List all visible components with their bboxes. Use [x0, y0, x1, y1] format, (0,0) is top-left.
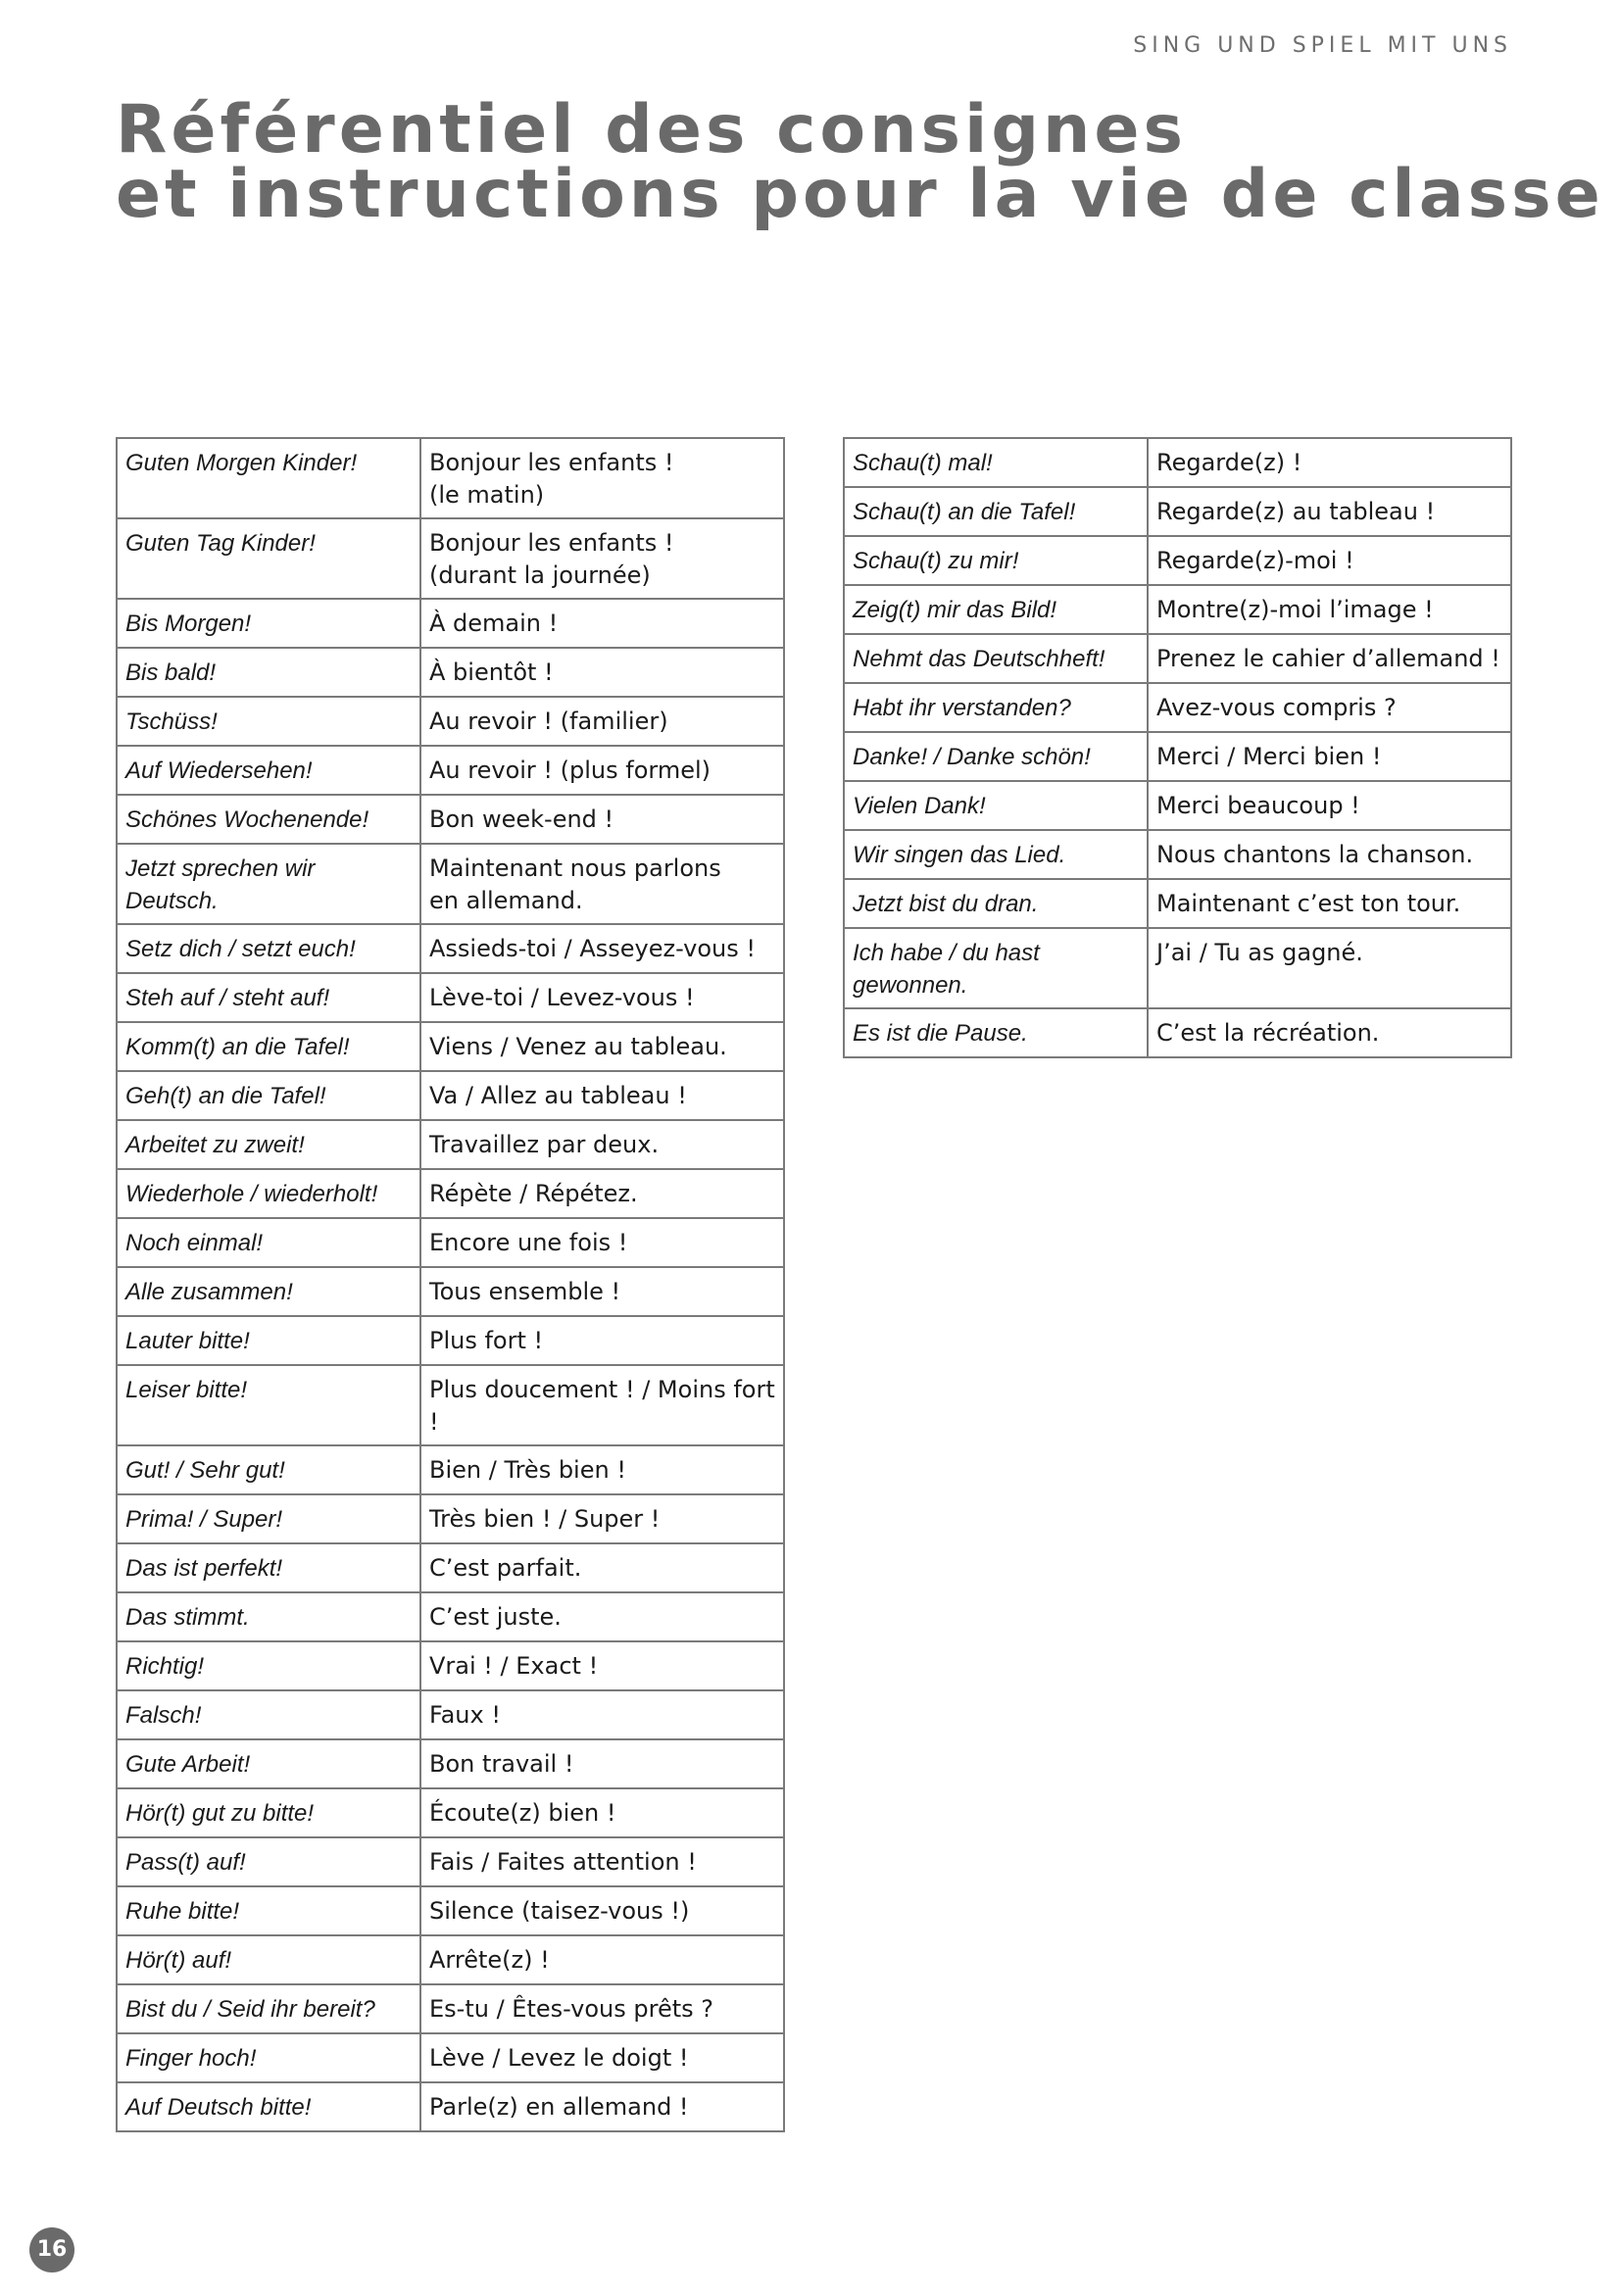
page-number-badge: 16 [29, 2227, 74, 2272]
german-phrase-cell: Es ist die Pause. [844, 1008, 1148, 1057]
french-translation-cell [1148, 536, 1511, 585]
french-translation-line: Bon week-end ! [429, 806, 614, 833]
table-row [844, 781, 1511, 830]
french-translation-line: J’ai / Tu as gagné. [1156, 939, 1363, 966]
table-row [117, 1739, 784, 1788]
french-translation-cell [420, 1365, 784, 1445]
french-translation-cell [1148, 634, 1511, 683]
table-row [844, 683, 1511, 732]
german-phrase-cell: Jetzt bist du dran. [844, 879, 1148, 928]
table-row [117, 1592, 784, 1641]
french-translation-cell [420, 2033, 784, 2082]
german-phrase-cell: Auf Wiedersehen! [117, 746, 420, 795]
table-row [117, 1218, 784, 1267]
table-row [117, 795, 784, 844]
french-translation-line: Bonjour les enfants ! [429, 529, 674, 557]
french-translation-cell [420, 1316, 784, 1365]
german-phrase-cell: Gut! / Sehr gut! [117, 1445, 420, 1494]
table-row [844, 634, 1511, 683]
table-row [117, 924, 784, 973]
french-translation-cell [420, 1739, 784, 1788]
german-phrase-cell: Zeig(t) mir das Bild! [844, 585, 1148, 634]
french-translation-line: Merci beaucoup ! [1156, 792, 1360, 819]
german-phrase-cell: Steh auf / steht auf! [117, 973, 420, 1022]
french-translation-line: Regarde(z) ! [1156, 449, 1302, 476]
phrase-table-left [116, 437, 785, 2132]
french-translation-cell [1148, 928, 1511, 1008]
french-translation-line: Merci / Merci bien ! [1156, 743, 1382, 770]
table-row [117, 648, 784, 697]
german-phrase-cell: Setz dich / setzt euch! [117, 924, 420, 973]
french-translation-cell [420, 973, 784, 1022]
french-translation-cell [1148, 1008, 1511, 1057]
french-translation-line: Bonjour les enfants ! [429, 449, 674, 476]
french-translation-line: Regarde(z)-moi ! [1156, 547, 1354, 574]
table-row [117, 1984, 784, 2033]
french-translation-line: (le matin) [429, 481, 545, 509]
french-translation-line: C’est la récréation. [1156, 1019, 1380, 1047]
french-translation-cell [420, 1788, 784, 1837]
french-translation-cell [420, 1837, 784, 1886]
french-translation-cell [420, 924, 784, 973]
french-translation-line: Avez-vous compris ? [1156, 694, 1397, 721]
french-translation-cell [420, 599, 784, 648]
french-translation-line: À demain ! [429, 610, 559, 637]
table-row [117, 599, 784, 648]
french-translation-cell [420, 1071, 784, 1120]
german-phrase-cell: Guten Morgen Kinder! [117, 438, 420, 518]
french-translation-line: Maintenant c’est ton tour. [1156, 890, 1461, 917]
german-phrase-cell: Bist du / Seid ihr bereit? [117, 1984, 420, 2033]
french-translation-line: Silence (taisez-vous !) [429, 1897, 690, 1925]
french-translation-line: Parle(z) en allemand ! [429, 2093, 689, 2121]
german-phrase-cell: Auf Deutsch bitte! [117, 2082, 420, 2131]
table-row [844, 879, 1511, 928]
french-translation-line: Viens / Venez au tableau. [429, 1033, 727, 1060]
french-translation-cell [420, 648, 784, 697]
german-phrase-cell: Das ist perfekt! [117, 1543, 420, 1592]
table-row [117, 844, 784, 924]
french-translation-line: Plus fort ! [429, 1327, 544, 1354]
table-row [117, 1494, 784, 1543]
table-row [117, 1316, 784, 1365]
french-translation-cell [1148, 585, 1511, 634]
french-translation-line: Prenez le cahier d’allemand ! [1156, 645, 1500, 672]
french-translation-cell [420, 795, 784, 844]
page-title [116, 91, 1604, 233]
german-phrase-cell: Leiser bitte! [117, 1365, 420, 1445]
french-translation-cell [420, 1445, 784, 1494]
german-phrase-cell: Geh(t) an die Tafel! [117, 1071, 420, 1120]
german-phrase-cell: Gute Arbeit! [117, 1739, 420, 1788]
french-translation-cell [420, 844, 784, 924]
table-row [117, 1935, 784, 1984]
french-translation-line: Faux ! [429, 1701, 501, 1729]
french-translation-line: Nous chantons la chanson. [1156, 841, 1474, 868]
german-phrase-cell: Ich habe / du hast gewonnen. [844, 928, 1148, 1008]
french-translation-line: Es-tu / Êtes-vous prêts ? [429, 1995, 714, 2023]
german-phrase-cell: Komm(t) an die Tafel! [117, 1022, 420, 1071]
french-translation-line: Bon travail ! [429, 1750, 574, 1778]
german-phrase-cell: Wir singen das Lied. [844, 830, 1148, 879]
page-title-line-2: et instructions pour la vie de classe [116, 156, 1604, 233]
french-translation-line: Va / Allez au tableau ! [429, 1082, 687, 1109]
french-translation-line: Tous ensemble ! [429, 1278, 621, 1305]
german-phrase-cell: Schau(t) zu mir! [844, 536, 1148, 585]
german-phrase-cell: Das stimmt. [117, 1592, 420, 1641]
french-translation-cell [420, 1169, 784, 1218]
french-translation-cell [1148, 487, 1511, 536]
german-phrase-cell: Schau(t) mal! [844, 438, 1148, 487]
german-phrase-cell: Wiederhole / wiederholt! [117, 1169, 420, 1218]
table-row [117, 697, 784, 746]
french-translation-line: Travaillez par deux. [429, 1131, 660, 1158]
german-phrase-cell: Hör(t) gut zu bitte! [117, 1788, 420, 1837]
french-translation-line: À bientôt ! [429, 659, 554, 686]
table-row [117, 1690, 784, 1739]
german-phrase-cell: Hör(t) auf! [117, 1935, 420, 1984]
table-row [844, 487, 1511, 536]
french-translation-cell [420, 1886, 784, 1935]
table-row [117, 2033, 784, 2082]
table-row [117, 1641, 784, 1690]
french-translation-line: (durant la journée) [429, 562, 651, 589]
german-phrase-cell: Falsch! [117, 1690, 420, 1739]
german-phrase-cell: Noch einmal! [117, 1218, 420, 1267]
french-translation-line: Au revoir ! (familier) [429, 708, 668, 735]
table-row [117, 518, 784, 599]
table-row [117, 1886, 784, 1935]
french-translation-cell [420, 1120, 784, 1169]
german-phrase-cell: Finger hoch! [117, 2033, 420, 2082]
table-row [844, 928, 1511, 1008]
french-translation-cell [1148, 438, 1511, 487]
french-translation-cell [420, 1267, 784, 1316]
french-translation-cell [1148, 732, 1511, 781]
french-translation-line: Maintenant nous parlons [429, 855, 721, 882]
french-translation-line: Regarde(z) au tableau ! [1156, 498, 1436, 525]
german-phrase-cell: Bis bald! [117, 648, 420, 697]
german-phrase-cell: Jetzt sprechen wir Deutsch. [117, 844, 420, 924]
french-translation-line: Répète / Répétez. [429, 1180, 638, 1207]
french-translation-line: Vrai ! / Exact ! [429, 1652, 599, 1680]
table-row [117, 1169, 784, 1218]
french-translation-line: C’est parfait. [429, 1554, 582, 1582]
french-translation-cell [420, 1592, 784, 1641]
german-phrase-cell: Prima! / Super! [117, 1494, 420, 1543]
page-title-line-1: Référentiel des consignes [116, 91, 1188, 169]
german-phrase-cell: Richtig! [117, 1641, 420, 1690]
french-translation-cell [420, 438, 784, 518]
table-row [117, 1267, 784, 1316]
table-row [117, 2082, 784, 2131]
french-translation-line: Encore une fois ! [429, 1229, 628, 1256]
french-translation-cell [420, 1641, 784, 1690]
french-translation-cell [420, 1543, 784, 1592]
phrase-table-left-body [117, 438, 784, 2131]
french-translation-line: Arrête(z) ! [429, 1946, 550, 1974]
german-phrase-cell: Habt ihr verstanden? [844, 683, 1148, 732]
french-translation-cell [1148, 830, 1511, 879]
french-translation-line: Très bien ! / Super ! [429, 1505, 661, 1533]
french-translation-line: Fais / Faites attention ! [429, 1848, 697, 1876]
german-phrase-cell: Tschüss! [117, 697, 420, 746]
french-translation-line: Plus doucement ! / Moins fort ! [429, 1376, 775, 1436]
german-phrase-cell: Vielen Dank! [844, 781, 1148, 830]
table-row [117, 1022, 784, 1071]
german-phrase-cell: Arbeitet zu zweit! [117, 1120, 420, 1169]
french-translation-cell [1148, 879, 1511, 928]
table-row [117, 1543, 784, 1592]
table-row [117, 973, 784, 1022]
german-phrase-cell: Danke! / Danke schön! [844, 732, 1148, 781]
table-row [117, 1120, 784, 1169]
french-translation-line: Assieds-toi / Asseyez-vous ! [429, 935, 756, 962]
german-phrase-cell: Guten Tag Kinder! [117, 518, 420, 599]
french-translation-cell [420, 697, 784, 746]
french-translation-line: en allemand. [429, 887, 583, 914]
german-phrase-cell: Pass(t) auf! [117, 1837, 420, 1886]
running-header: SING UND SPIEL MIT UNS [1133, 33, 1512, 58]
french-translation-line: Au revoir ! (plus formel) [429, 757, 712, 784]
table-row [117, 1445, 784, 1494]
table-row [844, 732, 1511, 781]
german-phrase-cell: Alle zusammen! [117, 1267, 420, 1316]
german-phrase-cell: Lauter bitte! [117, 1316, 420, 1365]
table-row [844, 585, 1511, 634]
french-translation-cell [420, 518, 784, 599]
german-phrase-cell: Nehmt das Deutschheft! [844, 634, 1148, 683]
french-translation-cell [420, 1022, 784, 1071]
french-translation-cell [420, 1984, 784, 2033]
table-row [844, 830, 1511, 879]
german-phrase-cell: Schönes Wochenende! [117, 795, 420, 844]
french-translation-cell [1148, 781, 1511, 830]
german-phrase-cell: Schau(t) an die Tafel! [844, 487, 1148, 536]
french-translation-cell [420, 1494, 784, 1543]
french-translation-cell [420, 1218, 784, 1267]
german-phrase-cell: Ruhe bitte! [117, 1886, 420, 1935]
french-translation-line: Lève / Levez le doigt ! [429, 2044, 689, 2072]
phrase-table-right [843, 437, 1512, 1058]
french-translation-cell [420, 1935, 784, 1984]
table-row [117, 1071, 784, 1120]
table-row [117, 1837, 784, 1886]
french-translation-line: Écoute(z) bien ! [429, 1799, 616, 1827]
table-row [117, 1365, 784, 1445]
table-row [844, 1008, 1511, 1057]
french-translation-cell [1148, 683, 1511, 732]
french-translation-cell [420, 1690, 784, 1739]
table-row [844, 536, 1511, 585]
french-translation-cell [420, 746, 784, 795]
french-translation-line: Bien / Très bien ! [429, 1456, 626, 1484]
french-translation-line: Montre(z)-moi l’image ! [1156, 596, 1434, 623]
french-translation-line: Lève-toi / Levez-vous ! [429, 984, 695, 1011]
german-phrase-cell: Bis Morgen! [117, 599, 420, 648]
phrase-table-right-body [844, 438, 1511, 1057]
table-row [844, 438, 1511, 487]
french-translation-line: C’est juste. [429, 1603, 562, 1631]
french-translation-cell [420, 2082, 784, 2131]
table-row [117, 746, 784, 795]
table-row [117, 438, 784, 518]
table-row [117, 1788, 784, 1837]
